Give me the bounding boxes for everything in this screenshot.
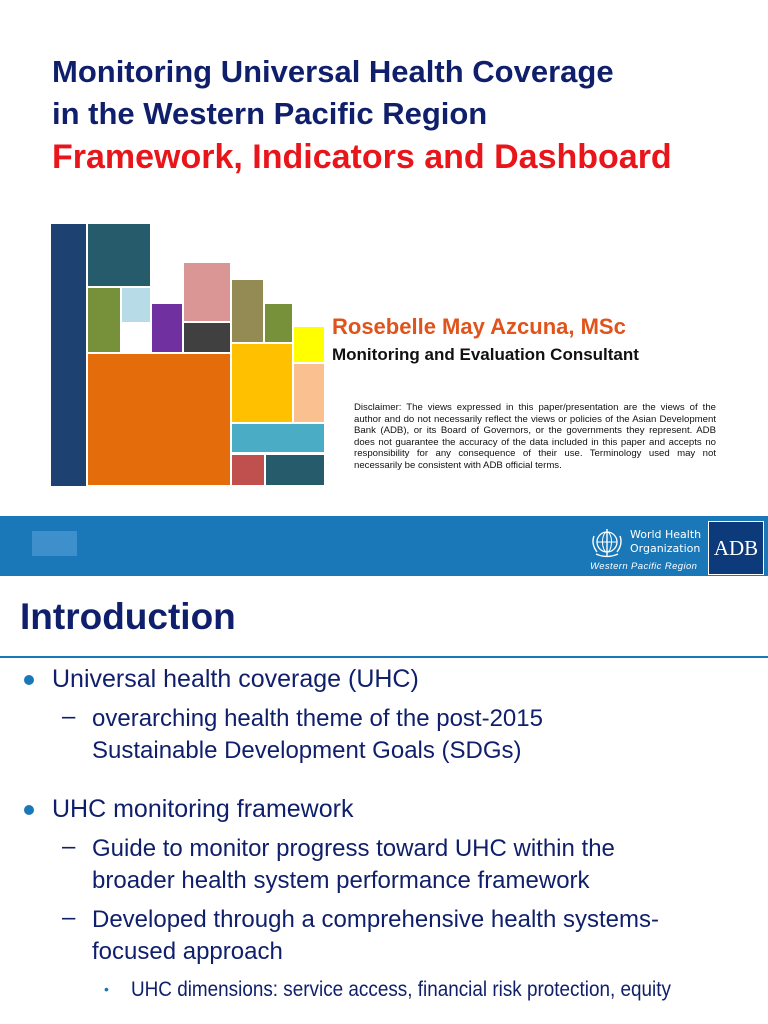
- treemap-block: [184, 263, 230, 321]
- treemap-block: [88, 354, 230, 485]
- sub-bullet-line: overarching health theme of the post-2015: [92, 705, 543, 732]
- treemap-block: [88, 224, 150, 286]
- who-emblem-icon: [588, 526, 626, 560]
- treemap-block: [232, 424, 324, 452]
- subtitle-line: Framework, Indicators and Dashboard: [52, 138, 672, 176]
- sub-bullet-line: focused approach: [92, 938, 283, 965]
- treemap-block: [265, 304, 292, 342]
- treemap-block: [122, 288, 150, 322]
- level3-bullet-dot: •: [104, 981, 109, 997]
- title-line-2: in the Western Pacific Region: [52, 96, 488, 131]
- bullet-dot: [24, 805, 34, 815]
- level3-bullet-line: UHC dimensions: service access, financial risk protection, equity: [131, 978, 671, 1001]
- treemap-block: [266, 455, 324, 485]
- disclaimer-text: Disclaimer: The views expressed in this paper/presentation are the views of the author and do not necessarily reflect the views or policies of the Asian Development Bank (ADB), or its Board of Governors, or the governments they represent. ADB does not guarantee the accuracy of the data included in this paper and accepts no responsibility for any consequence of their use. Terminology used may not necessarily be consistent with ADB official terms.: [354, 402, 716, 471]
- sub-bullet-line: broader health system performance framework: [92, 867, 590, 894]
- treemap-block: [232, 280, 263, 342]
- treemap-block: [232, 455, 264, 485]
- sub-bullet-dash: –: [62, 703, 76, 730]
- introduction-slide: [0, 576, 768, 1024]
- sub-bullet-line: Sustainable Development Goals (SDGs): [92, 737, 522, 764]
- who-name-line-2: Organization: [630, 542, 701, 555]
- bullet-item: UHC monitoring framework: [52, 795, 354, 823]
- sub-bullet-line: Guide to monitor progress toward UHC within the: [92, 835, 615, 862]
- who-region-label: Western Pacific Region: [590, 561, 698, 572]
- bullet-dot: [24, 675, 34, 685]
- author-role: Monitoring and Evaluation Consultant: [332, 345, 639, 364]
- treemap-block: [294, 327, 324, 362]
- sub-bullet-dash: –: [62, 833, 76, 860]
- treemap-block: [294, 364, 324, 422]
- sub-bullet-line: Developed through a comprehensive health systems-: [92, 906, 659, 933]
- sub-bullet-dash: –: [62, 904, 76, 931]
- title-divider: [0, 656, 768, 658]
- footer-accent-box: [32, 531, 77, 556]
- who-logo: [586, 522, 704, 576]
- slide-title: Introduction: [20, 596, 236, 637]
- treemap-block: [152, 304, 182, 352]
- author-name: Rosebelle May Azcuna, MSc: [332, 314, 626, 339]
- treemap-block: [232, 344, 292, 422]
- treemap-block: [51, 224, 86, 486]
- title-line-1: Monitoring Universal Health Coverage: [52, 54, 614, 89]
- bullet-item: Universal health coverage (UHC): [52, 665, 419, 693]
- treemap-block: [88, 288, 120, 352]
- treemap-block: [184, 323, 230, 352]
- who-name-line-1: World Health: [630, 528, 702, 541]
- adb-logo: ADB: [708, 521, 764, 575]
